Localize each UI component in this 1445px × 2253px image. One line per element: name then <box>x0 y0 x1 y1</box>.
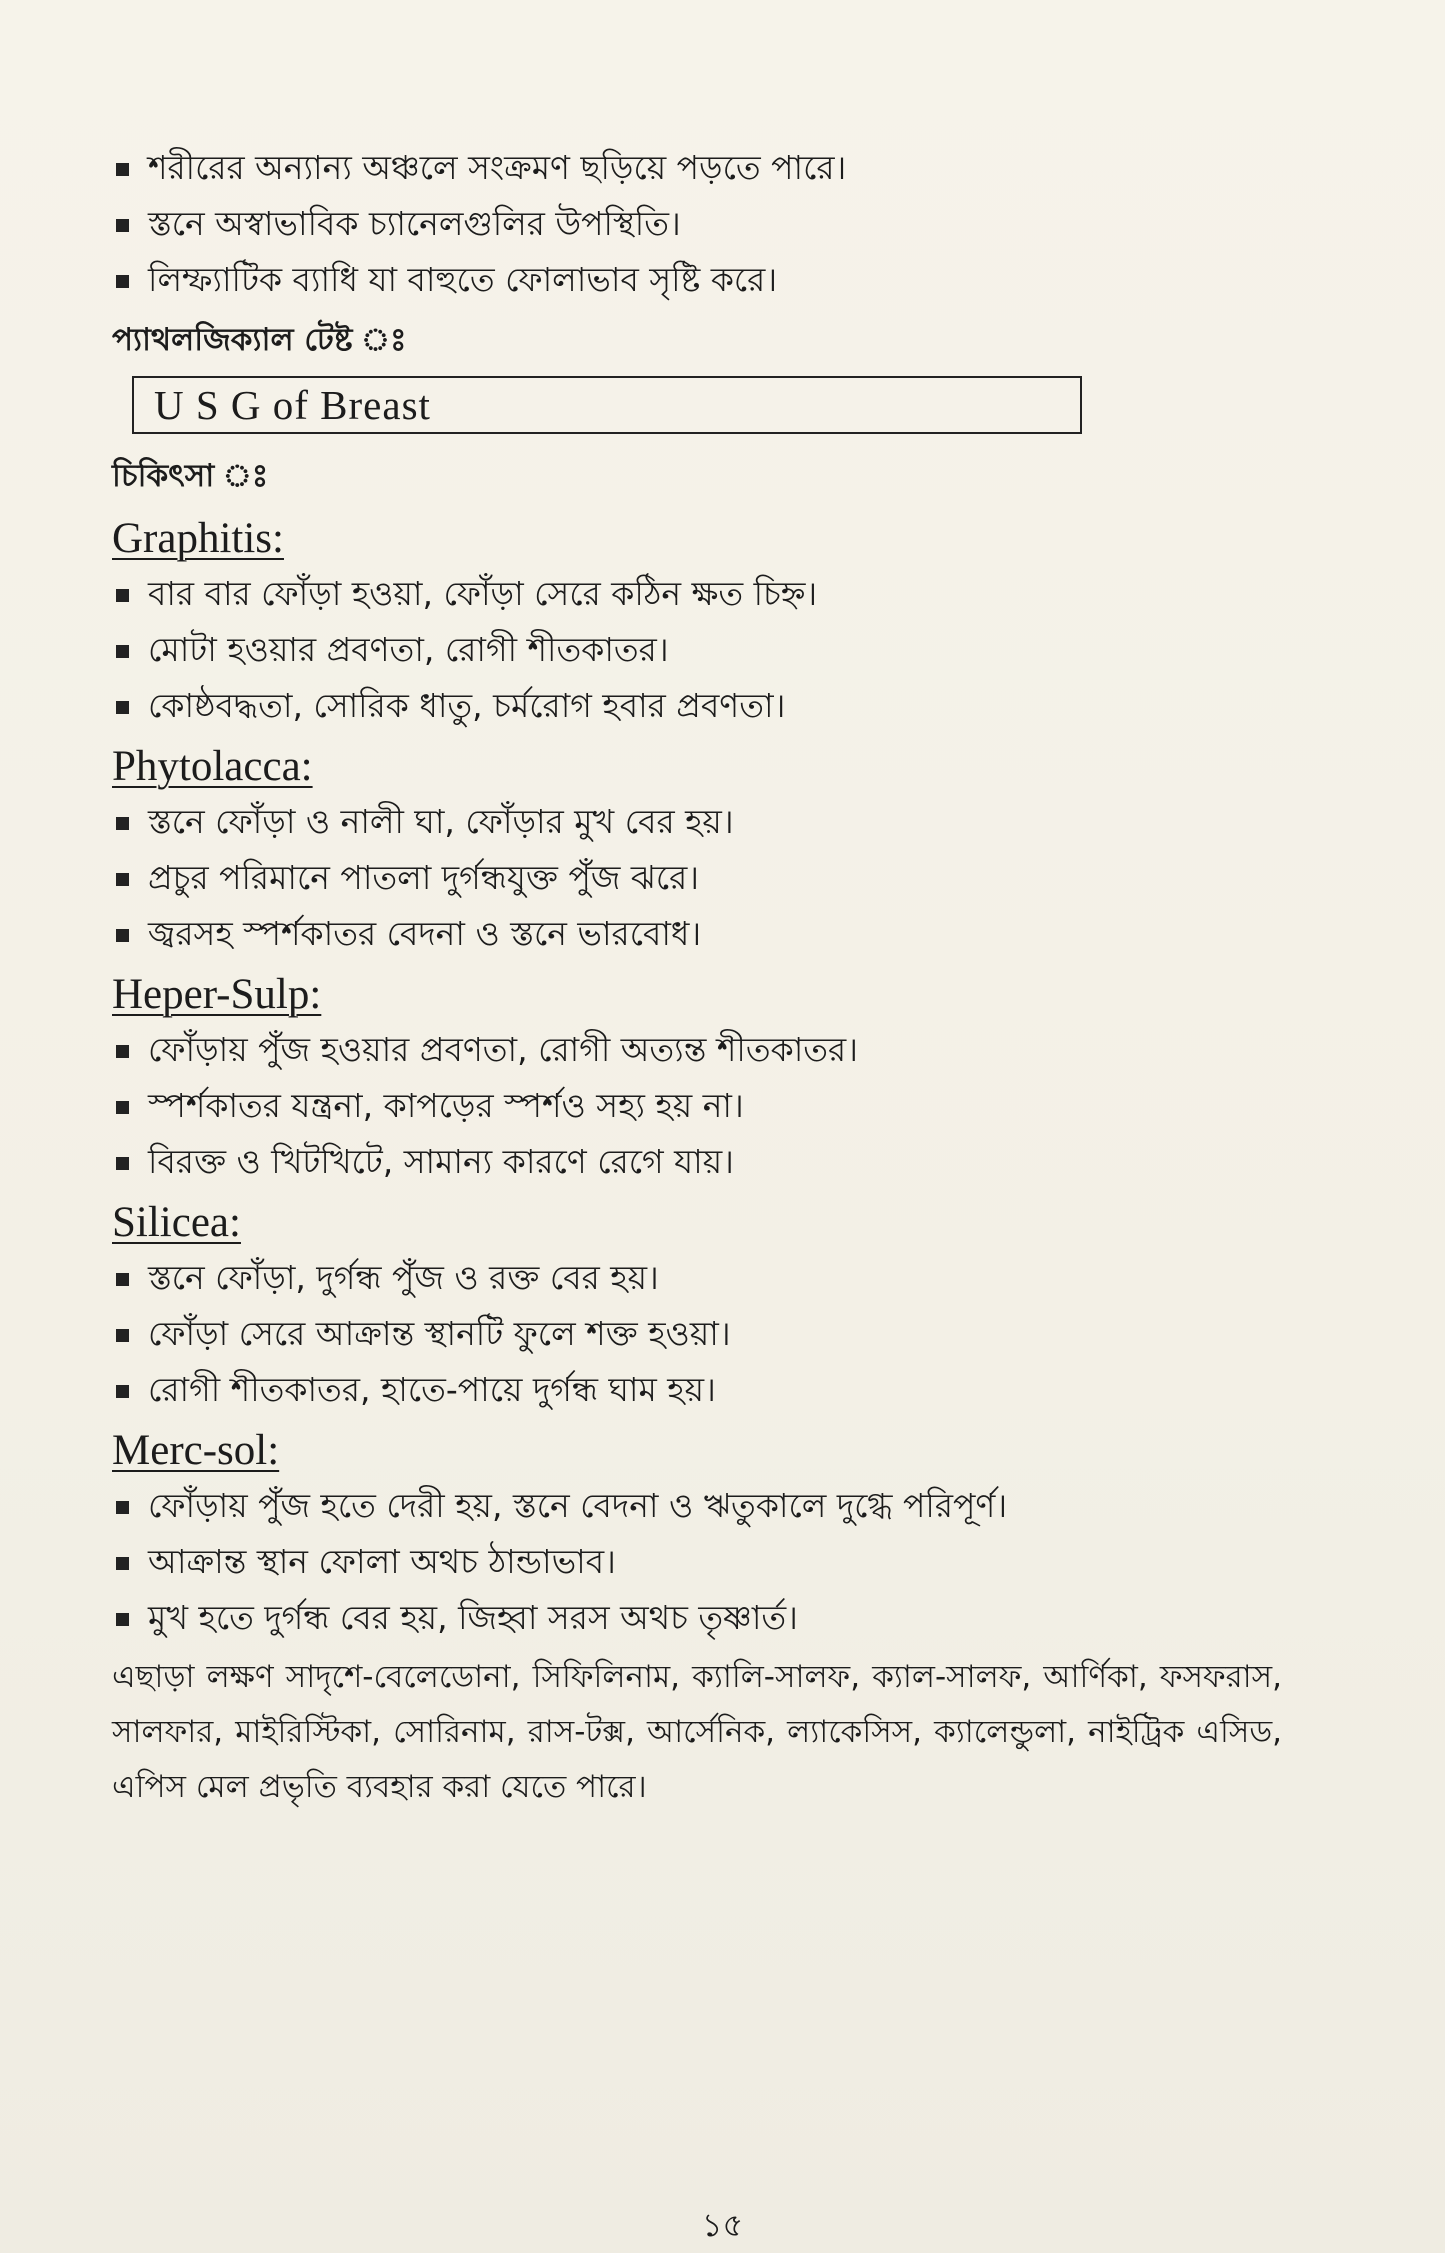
list-item-text: মুখ হতে দুর্গন্ধ বের হয়, জিহ্বা সরস অথচ তৃষ্ণার্ত। <box>148 1598 798 1637</box>
bullet-square-icon <box>116 645 129 658</box>
list-item-text: স্তনে ফোঁড়া, দুর্গন্ধ পুঁজ ও রক্ত বের হয়। <box>148 1258 659 1297</box>
bullet-square-icon <box>116 929 129 942</box>
list-item <box>112 1534 1302 1590</box>
page-content <box>112 140 1302 1815</box>
list-item <box>112 196 1302 252</box>
list-item <box>112 794 1302 850</box>
page-number: ১৫ <box>701 2206 744 2244</box>
pathology-test-box: U S G of Breast <box>132 376 1082 434</box>
list-item-text: ফোঁড়া সেরে আক্রান্ত স্থানটি ফুলে শক্ত হওয়া। <box>148 1314 731 1353</box>
closing-paragraph: এছাড়া লক্ষণ সাদৃশে-বেলেডোনা, সিফিলিনাম, ক্যালি-সালফ, ক্যাল-সালফ, আর্ণিকা, ফসফরাস, সালফার, মাইরিস্টিকা, সোরিনাম, রাস-টক্স, আর্সেনিক, ল্যাকেসিস, ক্যালেন্ডুলা, নাইট্রিক এসিড, এপিস মেল প্রভৃতি ব্যবহার করা যেতে পারে। <box>112 1659 1282 1805</box>
bullet-square-icon <box>116 1045 129 1058</box>
treatment-heading: চিকিৎসা ঃ <box>112 458 269 494</box>
bullet-square-icon <box>116 1101 129 1114</box>
list-item <box>112 1134 1302 1190</box>
list-item-text: শরীরের অন্যান্য অঞ্চলে সংক্রমণ ছড়িয়ে পড়তে পারে। <box>148 148 847 187</box>
bullet-square-icon <box>116 589 129 602</box>
list-item <box>112 1022 1302 1078</box>
list-item-text: প্রচুর পরিমানে পাতলা দুর্গন্ধযুক্ত পুঁজ ঝরে। <box>148 858 700 897</box>
medicine-name: Silicea: <box>112 1199 241 1246</box>
list-item-text: জ্বরসহ স্পর্শকাতর বেদনা ও স্তনে ভারবোধ। <box>148 914 702 953</box>
bullet-square-icon <box>116 1501 129 1514</box>
list-item-text: বিরক্ত ও খিটখিটে, সামান্য কারণে রেগে যায়। <box>148 1142 734 1181</box>
list-item <box>112 1478 1302 1534</box>
medicine-section-silicea <box>112 1196 1302 1418</box>
intro-bullet-list <box>112 140 1302 308</box>
list-item <box>112 252 1302 308</box>
pathology-heading: প্যাথলজিক্যাল টেষ্ট ঃ <box>112 322 407 358</box>
bullet-square-icon <box>116 163 129 176</box>
medicine-name: Heper-Sulp: <box>112 971 322 1018</box>
medicine-name: Phytolacca: <box>112 743 313 790</box>
bullet-square-icon <box>116 873 129 886</box>
bullet-square-icon <box>116 701 129 714</box>
list-item <box>112 622 1302 678</box>
list-item-text: আক্রান্ত স্থান ফোলা অথচ ঠান্ডাভাব। <box>148 1542 616 1581</box>
list-item-text: ফোঁড়ায় পুঁজ হওয়ার প্রবণতা, রোগী অত্যন্ত শীতকাতর। <box>148 1030 858 1069</box>
list-item <box>112 1250 1302 1306</box>
list-item-text: কোষ্ঠবদ্ধতা, সোরিক ধাতু, চর্মরোগ হবার প্রবণতা। <box>148 686 786 725</box>
list-item-text: স্পর্শকাতর যন্ত্রনা, কাপড়ের স্পর্শও সহ্য হয় না। <box>148 1086 744 1125</box>
list-item-text: মোটা হওয়ার প্রবণতা, রোগী শীতকাতর। <box>148 630 669 669</box>
medicine-section-phytolacca <box>112 740 1302 962</box>
bullet-square-icon <box>116 219 129 232</box>
list-item <box>112 1590 1302 1646</box>
list-item <box>112 850 1302 906</box>
list-item-text: স্তনে ফোঁড়া ও নালী ঘা, ফোঁড়ার মুখ বের হয়। <box>148 802 734 841</box>
bullet-square-icon <box>116 275 129 288</box>
medicine-name: Graphitis: <box>112 515 284 562</box>
bullet-square-icon <box>116 1557 129 1570</box>
bullet-square-icon <box>116 1613 129 1626</box>
bullet-square-icon <box>116 1385 129 1398</box>
bullet-square-icon <box>116 1329 129 1342</box>
list-item <box>112 566 1302 622</box>
list-item-text: ফোঁড়ায় পুঁজ হতে দেরী হয়, স্তনে বেদনা ও ঋতুকালে দুগ্ধে পরিপূর্ণ। <box>148 1486 1008 1525</box>
medicine-section-merc-sol <box>112 1424 1302 1646</box>
list-item-text: বার বার ফোঁড়া হওয়া, ফোঁড়া সেরে কঠিন ক্ষত চিহ্ন। <box>148 574 818 613</box>
bullet-square-icon <box>116 817 129 830</box>
list-item <box>112 140 1302 196</box>
medicine-section-heper-sulp <box>112 968 1302 1190</box>
list-item-text: রোগী শীতকাতর, হাতে-পায়ে দুর্গন্ধ ঘাম হয়। <box>148 1370 716 1409</box>
medicine-section-graphitis <box>112 512 1302 734</box>
bullet-square-icon <box>116 1157 129 1170</box>
bullet-square-icon <box>116 1273 129 1286</box>
list-item <box>112 906 1302 962</box>
list-item-text: স্তনে অস্বাভাবিক চ্যানেলগুলির উপস্থিতি। <box>148 204 681 243</box>
list-item <box>112 1078 1302 1134</box>
list-item <box>112 1306 1302 1362</box>
medicine-name: Merc-sol: <box>112 1427 280 1474</box>
list-item <box>112 1362 1302 1418</box>
list-item <box>112 678 1302 734</box>
list-item-text: লিম্ফ্যাটিক ব্যাধি যা বাহুতে ফোলাভাব সৃষ্টি করে। <box>148 260 778 299</box>
